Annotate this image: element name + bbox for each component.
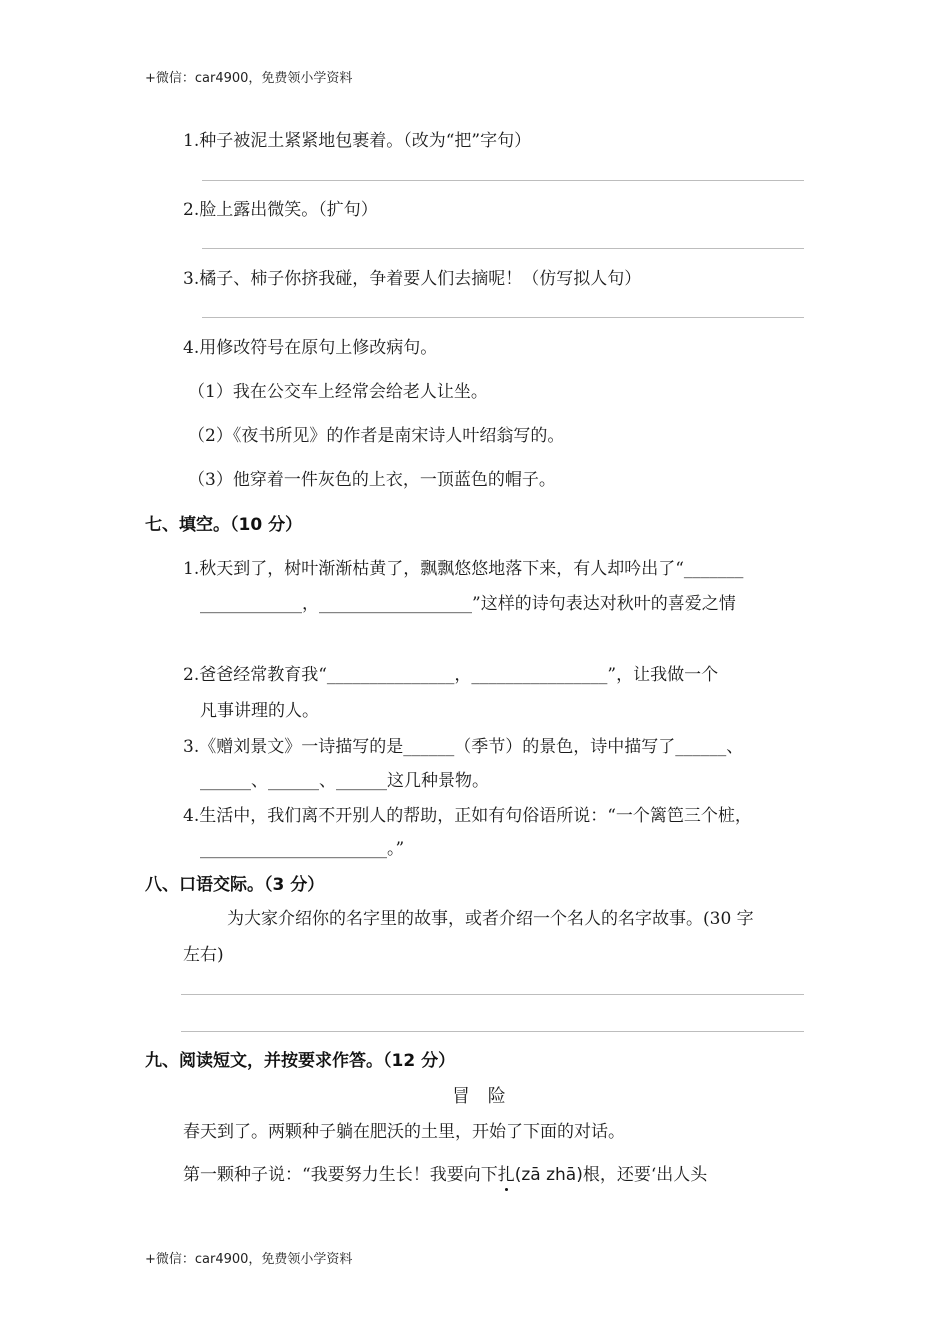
emphasized-char: 扎 — [497, 1165, 515, 1185]
q7-2-line2: 凡事讲理的人。 — [200, 701, 319, 721]
answer-line[interactable] — [202, 180, 804, 181]
q8-text-line1: 为大家介绍你的名字里的故事，或者介绍一个名人的名字故事。(30 字 — [227, 909, 754, 929]
q7-3-line1: 3.《赠刘景文》一诗描写的是______（季节）的景色，诗中描写了______、 — [183, 737, 744, 757]
page-footer: +微信：car4900，免费领小学资料 — [145, 1252, 353, 1267]
paragraph-2-start: 第一颗种子说：“我要努力生长！我要向下 — [183, 1165, 498, 1185]
q6-4-3-text: （3）他穿着一件灰色的上衣，一顶蓝色的帽子。 — [188, 470, 556, 490]
q7-3-line2: ______、______、______这几种景物。 — [200, 771, 489, 791]
q7-4-line1: 4.生活中，我们离不开别人的帮助，正如有句俗语所说：“一个篱笆三个桩， — [183, 806, 752, 826]
q7-1-line2: ____________，__________________”这样的诗句表达对秋叶的喜爱之情 — [200, 594, 736, 614]
passage-paragraph-1: 春天到了。两颗种子躺在肥沃的土里，开始了下面的对话。 — [183, 1122, 625, 1142]
q7-2-line1: 2.爸爸经常教育我“_______________，________________”，让我做一个 — [183, 665, 719, 685]
q8-text-line2: 左右) — [183, 945, 224, 965]
section-8-heading: 八、口语交际。（3 分） — [145, 875, 325, 895]
q7-4-line2: ______________________。” — [200, 839, 405, 859]
pinyin-choice[interactable]: (zā zhā) — [514, 1165, 583, 1185]
section-9-heading: 九、阅读短文，并按要求作答。（12 分） — [145, 1051, 456, 1071]
q6-2-text: 2.脸上露出微笑。（扩句） — [183, 200, 378, 220]
q6-4-text: 4.用修改符号在原句上修改病句。 — [183, 338, 438, 358]
passage-paragraph-2 — [183, 1160, 707, 1185]
answer-line[interactable] — [202, 248, 804, 249]
page-header: +微信：car4900，免费领小学资料 — [145, 71, 353, 86]
paragraph-2-end: 根，还要‘出人头 — [582, 1165, 708, 1185]
answer-line[interactable] — [202, 317, 804, 318]
q6-4-1-text: （1）我在公交车上经常会给老人让坐。 — [188, 382, 488, 402]
answer-line[interactable] — [181, 994, 804, 995]
q7-1-line1: 1.秋天到了，树叶渐渐枯黄了，飘飘悠悠地落下来，有人却吟出了“_______ — [183, 559, 744, 579]
q6-4-2-text: （2）《夜书所见》的作者是南宋诗人叶绍翁写的。 — [188, 426, 565, 446]
q6-3-text: 3.橘子、柿子你挤我碰，争着要人们去摘呢！（仿写拟人句） — [183, 269, 642, 289]
section-7-heading: 七、填空。（10 分） — [145, 515, 303, 535]
answer-line[interactable] — [181, 1031, 804, 1032]
q6-1-text: 1.种子被泥土紧紧地包裹着。（改为“把”字句） — [183, 131, 532, 151]
passage-title: 冒 险 — [452, 1086, 512, 1107]
